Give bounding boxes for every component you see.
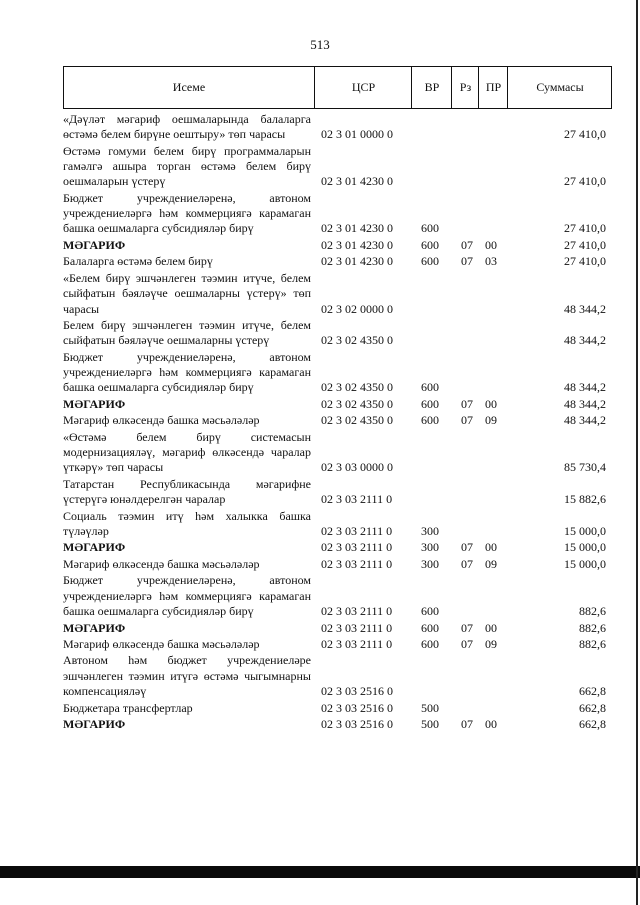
table-row — [63, 413, 612, 428]
row-name: Мәгариф өлкәсендә башка мәсьәләләр — [63, 413, 260, 428]
row-vr: 600 — [421, 396, 439, 411]
table-row — [63, 477, 612, 508]
row-vr: 300 — [421, 556, 439, 571]
row-name: Мәгариф өлкәсендә башка мәсьәләләр — [63, 636, 260, 651]
row-csr: 02 3 03 2111 0 — [321, 556, 393, 571]
table-row — [63, 540, 612, 555]
row-pr: 09 — [485, 413, 497, 428]
row-rz: 07 — [461, 556, 473, 571]
table-row — [63, 653, 612, 699]
table-row — [63, 254, 612, 269]
row-pr: 09 — [485, 556, 497, 571]
row-vr: 300 — [421, 523, 439, 538]
row-rz: 07 — [461, 620, 473, 635]
row-vr: 600 — [421, 380, 439, 395]
table-row — [63, 271, 612, 317]
row-pr: 00 — [485, 717, 497, 732]
table-row — [63, 191, 612, 237]
table-row — [63, 573, 612, 619]
row-vr: 500 — [421, 717, 439, 732]
row-pr: 00 — [485, 237, 497, 252]
table-row — [63, 430, 612, 476]
row-vr: 600 — [421, 413, 439, 428]
row-sum: 27 410,0 — [564, 237, 606, 252]
row-name: Бюджет учреждениеләренә, автоном учреждениеләргә һәм коммерциягә карамаган башка оешмаларга субсидияләр бирү — [63, 573, 311, 619]
row-sum: 882,6 — [579, 636, 606, 651]
row-csr: 02 3 03 2111 0 — [321, 620, 393, 635]
row-name: «Дәүләт мәгариф оешмаларында балаларга өстәмә белем бирүне оештыру» төп чарасы — [63, 112, 311, 142]
row-sum: 15 000,0 — [564, 540, 606, 555]
header-pr: ПР — [478, 67, 508, 108]
row-csr: 02 3 03 2111 0 — [321, 492, 393, 507]
row-vr: 500 — [421, 700, 439, 715]
row-csr: 02 3 03 0000 0 — [321, 460, 393, 475]
row-name: Бюджет учреждениеләренә, автоном учреждениеләргә һәм коммерциягә карамаган башка оешмаларга субсидияләр бирү — [63, 349, 311, 395]
header-name: Исеме — [172, 80, 206, 94]
scan-border-bar — [0, 866, 640, 878]
row-pr: 00 — [485, 540, 497, 555]
row-name: Социаль тәэмин итү һәм халыкка башка түләүләр — [63, 508, 311, 538]
row-csr: 02 3 03 2111 0 — [321, 636, 393, 651]
row-csr: 02 3 01 4230 0 — [321, 221, 393, 236]
row-csr: 02 3 03 2516 0 — [321, 684, 393, 699]
scan-edge-line — [636, 0, 638, 905]
row-csr: 02 3 01 0000 0 — [321, 127, 393, 142]
row-sum: 15 882,6 — [564, 492, 606, 507]
row-sum: 882,6 — [579, 620, 606, 635]
row-csr: 02 3 03 2111 0 — [321, 604, 393, 619]
row-vr: 300 — [421, 540, 439, 555]
row-csr: 02 3 02 4350 0 — [321, 396, 393, 411]
row-pr: 00 — [485, 620, 497, 635]
row-name: МӘГАРИФ — [63, 620, 126, 635]
row-name: Татарстан Республикасында мәгарифне үстерүгә юнәлдерелгән чаралар — [63, 476, 311, 507]
table-row — [63, 350, 612, 396]
row-csr: 02 3 01 4230 0 — [321, 254, 393, 269]
row-name: «Өстәмә белем бирү системасын модернизацияләү, мәгариф өлкәсендә чаралар үткәрү» төп чарасы — [63, 429, 311, 475]
row-csr: 02 3 02 4350 0 — [321, 333, 393, 348]
row-csr: 02 3 01 4230 0 — [321, 237, 393, 252]
row-name: Белем бирү эшчәнлеген тәэмин итүче, белем сыйфатын бәяләүче оешмаларны үстерү — [63, 317, 311, 348]
row-sum: 27 410,0 — [564, 254, 606, 269]
row-name: МӘГАРИФ — [63, 396, 126, 411]
row-pr: 00 — [485, 396, 497, 411]
row-csr: 02 3 02 4350 0 — [321, 380, 393, 395]
row-sum: 662,8 — [579, 717, 606, 732]
row-csr: 02 3 03 2516 0 — [321, 717, 393, 732]
row-csr: 02 3 03 2111 0 — [321, 540, 393, 555]
row-name: МӘГАРИФ — [63, 717, 126, 732]
table-row — [63, 637, 612, 652]
row-sum: 48 344,2 — [564, 301, 606, 316]
row-rz: 07 — [461, 396, 473, 411]
table-row — [63, 112, 612, 143]
row-sum: 15 000,0 — [564, 556, 606, 571]
table-body — [63, 112, 612, 734]
row-rz: 07 — [461, 636, 473, 651]
header-vr: ВР — [411, 67, 452, 108]
table-row — [63, 397, 612, 412]
header-rz: Рз — [451, 67, 479, 108]
row-sum: 48 344,2 — [564, 413, 606, 428]
table-row — [63, 717, 612, 732]
row-sum: 85 730,4 — [564, 460, 606, 475]
page-number: 513 — [310, 37, 330, 52]
row-sum: 882,6 — [579, 604, 606, 619]
row-name: «Белем бирү эшчәнлеген тәэмин итүче, белем сыйфатын бәяләүче оешмаларны үстерү» төп чарасы — [63, 270, 311, 316]
row-rz: 07 — [461, 413, 473, 428]
table-row — [63, 238, 612, 253]
row-name: Автоном һәм бюджет учреждениеләре эшчәнлеген тәэмин итүгә өстәмә чыгымнарны компенсацияләү — [63, 653, 311, 699]
row-name: Мәгариф өлкәсендә башка мәсьәләләр — [63, 556, 260, 571]
row-vr: 600 — [421, 221, 439, 236]
table-row — [63, 509, 612, 540]
row-pr: 03 — [485, 254, 497, 269]
row-sum: 15 000,0 — [564, 523, 606, 538]
row-name: МӘГАРИФ — [63, 540, 126, 555]
row-name: Бюджет учреждениеләренә, автоном учреждениеләргә һәм коммерциягә карамаган башка оешмаларга субсидияләр бирү — [63, 190, 311, 236]
row-name: Балаларга өстәмә белем бирү — [63, 254, 213, 269]
row-vr: 600 — [421, 604, 439, 619]
row-csr: 02 3 03 2111 0 — [321, 523, 393, 538]
row-sum: 27 410,0 — [564, 127, 606, 142]
row-csr: 02 3 02 4350 0 — [321, 413, 393, 428]
row-csr: 02 3 01 4230 0 — [321, 174, 393, 189]
table-row — [63, 318, 612, 349]
row-sum: 27 410,0 — [564, 221, 606, 236]
row-sum: 48 344,2 — [564, 396, 606, 411]
row-rz: 07 — [461, 540, 473, 555]
row-sum: 662,8 — [579, 684, 606, 699]
row-vr: 600 — [421, 254, 439, 269]
row-vr: 600 — [421, 636, 439, 651]
header-csr: ЦСР — [314, 67, 412, 108]
row-sum: 662,8 — [579, 700, 606, 715]
row-vr: 600 — [421, 620, 439, 635]
row-rz: 07 — [461, 237, 473, 252]
table-header — [63, 66, 612, 109]
row-sum: 27 410,0 — [564, 174, 606, 189]
row-sum: 48 344,2 — [564, 333, 606, 348]
row-csr: 02 3 03 2516 0 — [321, 700, 393, 715]
row-name: Өстәмә гомуми белем бирү программаларын гамәлгә ашыра торган өстәмә белем бирү оешмаларын үстерү — [63, 143, 311, 189]
row-pr: 09 — [485, 636, 497, 651]
header-sum: Суммасы — [507, 67, 612, 108]
row-vr: 600 — [421, 237, 439, 252]
row-name: МӘГАРИФ — [63, 237, 126, 252]
table-row — [63, 144, 612, 190]
row-rz: 07 — [461, 717, 473, 732]
row-name: Бюджетара трансфертлар — [63, 700, 193, 715]
row-rz: 07 — [461, 254, 473, 269]
table-row — [63, 621, 612, 636]
row-csr: 02 3 02 0000 0 — [321, 301, 393, 316]
table-row — [63, 701, 612, 716]
table-row — [63, 557, 612, 572]
row-sum: 48 344,2 — [564, 380, 606, 395]
